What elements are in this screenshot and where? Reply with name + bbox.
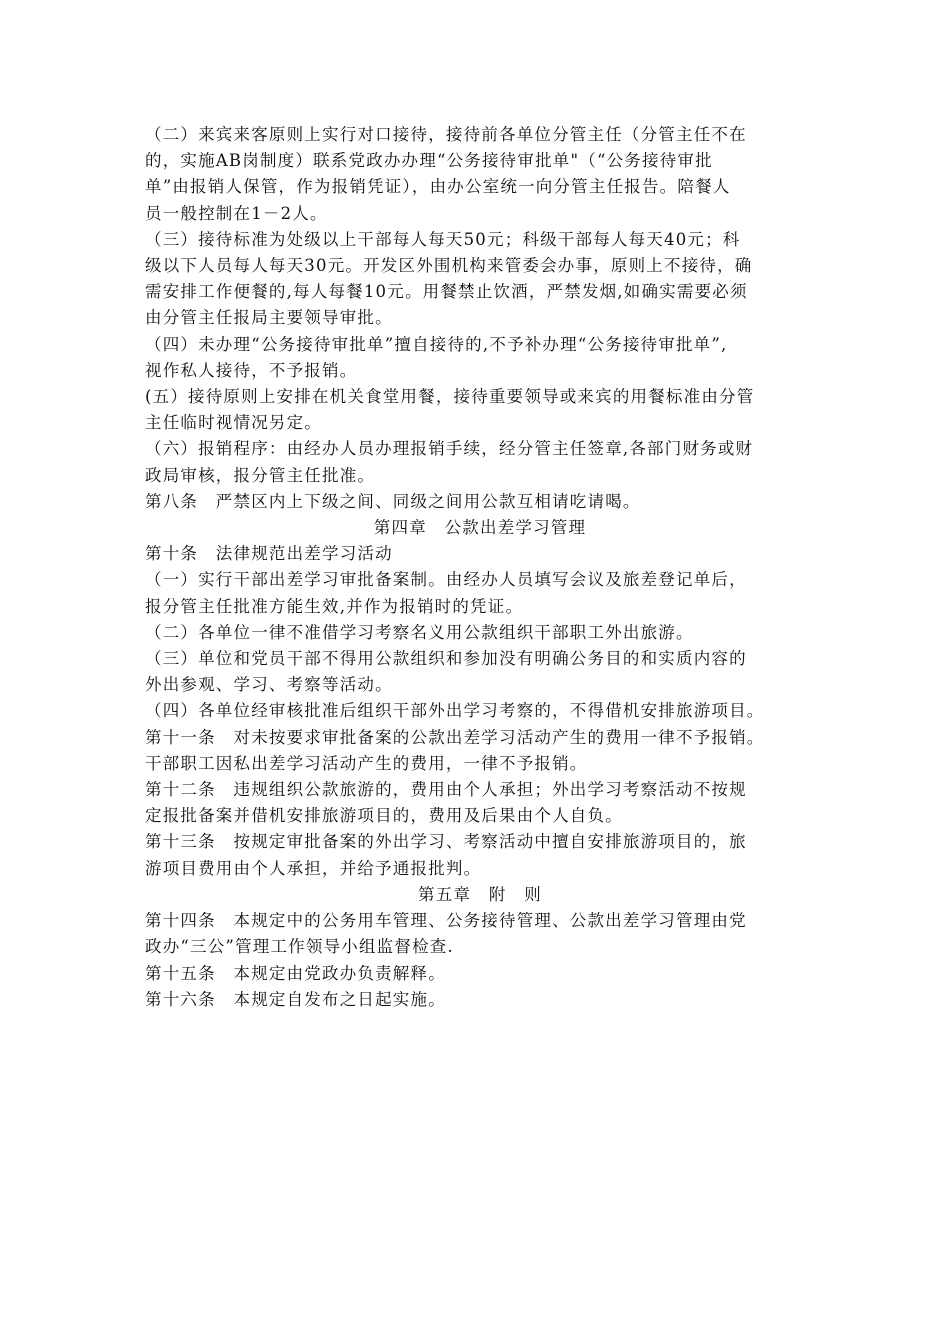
text-line-14: 政局审核，报分管主任批准。 — [145, 465, 376, 485]
text-line-25: 干部职工因私出差学习活动产生的费用，一律不予报销。 — [145, 753, 588, 773]
text-line-7: 需安排工作便餐的,每人每餐10元。用餐禁止饮酒，严禁发烟,如确实需要必须 — [145, 282, 748, 302]
text-line-6: 级以下人员每人每天30元。开发区外围机构来管委会办事，原则上不接待，确 — [145, 256, 753, 276]
text-line-1: （二）来宾来客原则上实行对口接待，接待前各单位分管主任（分管主任不在 — [145, 125, 747, 144]
text-line-3: 单”由报销人保管，作为报销凭证），由办公室统一向分管主任报告。陪餐人 — [145, 177, 731, 197]
text-line-8: 由分管主任报局主要领导审批。 — [145, 308, 393, 328]
text-line-5: （三）接待标准为处级以上干部每人每天50元；科级干部每人每天40元；科 — [145, 229, 741, 249]
chapter-heading-5: 第五章 附 则 — [418, 884, 542, 904]
text-line-27: 定报批备案并借机安排旅游项目的，费用及后果由个人自负。 — [145, 806, 623, 826]
text-line-18: （一）实行干部出差学习审批备案制。由经办人员填写会议及旅差登记单后， — [145, 570, 747, 590]
text-line-28: 第十三条 按规定审批备案的外出学习、考察活动中擅自安排旅游项目的，旅 — [145, 832, 747, 852]
text-line-23: （四）各单位经审核批准后组织干部外出学习考察的，不得借机安排旅游项目。 — [145, 701, 765, 721]
text-line-10: 视作私人接待，不予报销。 — [145, 360, 358, 380]
text-line-33: 第十五条 本规定由党政办负责解释。 — [145, 963, 446, 983]
text-line-24: 第十一条 对未按要求审批备案的公款出差学习活动产生的费用一律不予报销。 — [145, 727, 765, 747]
text-line-17: 第十条 法律规范出差学习活动 — [145, 544, 393, 564]
text-line-31: 第十四条 本规定中的公务用车管理、公务接待管理、公款出差学习管理由党 — [145, 911, 747, 931]
text-line-9: （四）未办理“公务接待审批单”擅自接待的,不予补办理“公务接待审批单”, — [145, 334, 728, 354]
text-line-11: (五）接待原则上安排在机关食堂用餐，接待重要领导或来宾的用餐标准由分管 — [145, 387, 755, 407]
chapter-heading-4: 第四章 公款出差学习管理 — [373, 518, 587, 538]
text-line-2: 的，实施AB岗制度）联系党政办办理“公务接待审批单"（“公务接待审批 — [145, 151, 713, 171]
text-line-19: 报分管主任批准方能生效,并作为报销时的凭证。 — [145, 596, 524, 616]
document-body — [145, 122, 815, 1013]
text-line-13: （六）报销程序：由经办人员办理报销手续，经分管主任签章,各部门财务或财 — [145, 439, 754, 459]
text-line-12: 主任临时视情况另定。 — [145, 413, 322, 433]
text-line-22: 外出参观、学习、考察等活动。 — [145, 675, 393, 695]
text-line-29: 游项目费用由个人承担，并给予通报批判。 — [145, 858, 482, 878]
text-line-34: 第十六条 本规定自发布之日起实施。 — [145, 989, 446, 1009]
text-line-15: 第八条 严禁区内上下级之间、同级之间用公款互相请吃请喝。 — [145, 491, 641, 511]
text-line-20: （二）各单位一律不准借学习考察名义用公款组织干部职工外出旅游。 — [145, 622, 694, 642]
text-line-26: 第十二条 违规组织公款旅游的，费用由个人承担；外出学习考察活动不按规 — [145, 780, 747, 800]
text-line-21: （三）单位和党员干部不得用公款组织和参加没有明确公务目的和实质内容的 — [145, 649, 747, 669]
text-line-32: 政办“三公”管理工作领导小组监督检查. — [145, 937, 454, 957]
text-line-4: 员一般控制在1－2人。 — [145, 203, 328, 223]
